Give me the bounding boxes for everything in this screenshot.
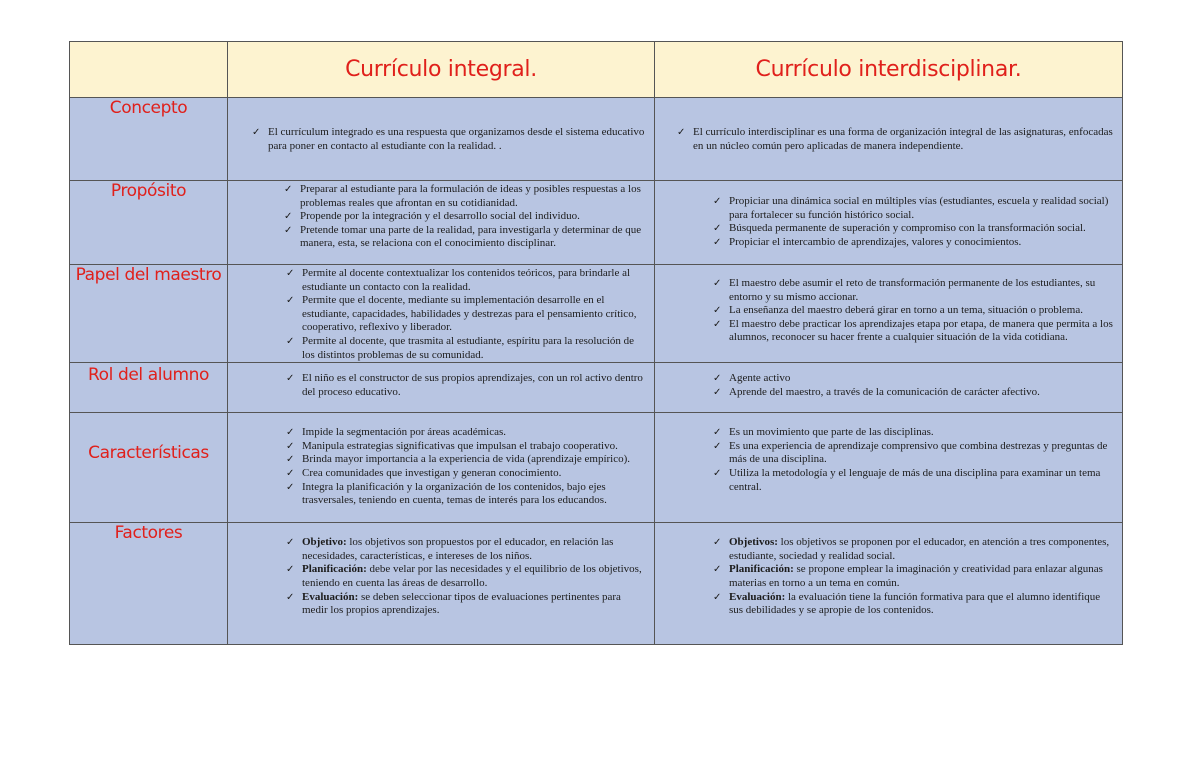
inter-cell	[655, 265, 1123, 363]
table-row	[70, 363, 1123, 413]
list-item: ✓ Búsqueda permanente de superación y compromiso con la transformación social.	[713, 222, 1086, 235]
table-row	[70, 523, 1123, 645]
check-icon: ✓	[713, 386, 722, 398]
list	[711, 426, 1116, 494]
list-item: ✓ Planificación: debe velar por las necesidades y el equilibrio de los objetivos, teniendo en cuenta las áreas de desarrollo.	[286, 563, 642, 589]
check-icon: ✓	[284, 224, 293, 236]
inter-cell	[655, 98, 1123, 181]
list-item: ✓ Evaluación: se deben seleccionar tipos de evaluaciones pertinentes para medir los propios aprendizajes.	[286, 590, 621, 617]
row-label: Rol del alumno	[87, 365, 209, 386]
list	[711, 536, 1116, 618]
table-row	[70, 265, 1123, 363]
header-integral-title: Currículo integral.	[345, 57, 537, 82]
list-item: ✓ Propende por la integración y el desarrollo social del individuo.	[284, 210, 580, 223]
list-item: ✓ Es una experiencia de aprendizaje comprensivo que combina destrezas y preguntas de más de una disciplina.	[713, 439, 1108, 466]
check-icon: ✓	[286, 295, 295, 307]
list-item: ✓ Propiciar una dinámica social en múltiples vías (estudiantes, escuela y realidad social) para fortalecer su función histórico social.	[713, 195, 1109, 221]
list-item: ✓ Planificación: se propone emplear la imaginación y creatividad para enlazar algunas materias en torno a un tema en común.	[713, 563, 1103, 589]
integral-cell	[228, 413, 655, 523]
header-row	[70, 42, 1123, 98]
list-item: ✓ El currículo interdisciplinar es una forma de organización integral de las asignaturas, enfocadas en un núcleo común pero aplicadas de manera independiente.	[677, 126, 1113, 152]
list	[711, 195, 1116, 249]
inter-cell	[655, 413, 1123, 523]
list-item: ✓ El niño es el constructor de sus propios aprendizajes, con un rol activo dentro del proceso educativo.	[286, 372, 643, 398]
check-icon: ✓	[713, 236, 722, 248]
list-item: ✓ Objetivo: los objetivos son propuestos por el educador, en relación las necesidades, características, e intereses de los niños.	[286, 536, 614, 562]
check-icon: ✓	[713, 196, 722, 207]
table-row	[70, 98, 1123, 181]
check-icon: ✓	[286, 537, 295, 549]
integral-cell	[228, 363, 655, 413]
list-item: ✓ El currículum integrado es una respuesta que organizamos desde el sistema educativo para poner en contacto al estudiante con la realidad. .	[252, 126, 645, 152]
list-item: ✓ Permite al docente contextualizar los contenidos teóricos, para brindarle al estudiante un contacto con la realidad.	[286, 267, 631, 293]
list	[282, 183, 648, 251]
list	[250, 126, 646, 153]
check-icon: ✓	[713, 278, 722, 289]
check-icon: ✓	[713, 467, 722, 479]
check-icon: ✓	[284, 184, 293, 195]
list-item: ✓ Preparar al estudiante para la formulación de ideas y posibles respuestas a los problemas reales que afrontan en su cotidianidad.	[284, 183, 641, 209]
list-item: ✓ Pretende tomar una parte de la realidad, para investigarla y determinar de que manera, esta, se relaciona con el conocimiento disciplinar.	[284, 223, 642, 250]
header-interdisciplinar-title: Currículo interdisciplinar.	[755, 57, 1022, 82]
check-icon: ✓	[677, 127, 686, 138]
row-label: Concepto	[109, 98, 188, 118]
check-icon: ✓	[286, 373, 295, 385]
inter-cell	[655, 363, 1123, 413]
integral-cell	[228, 265, 655, 363]
check-icon: ✓	[286, 268, 295, 279]
check-icon: ✓	[713, 427, 722, 439]
row-label: Características	[88, 443, 209, 464]
table-row	[70, 181, 1123, 265]
integral-cell	[228, 98, 655, 181]
list	[284, 536, 648, 618]
list	[284, 372, 648, 399]
integral-cell	[228, 523, 655, 645]
list-item: ✓ Objetivos: los objetivos se proponen por el educador, en atención a tres componentes, estudiante, sociedad y realidad social.	[713, 536, 1110, 562]
check-icon: ✓	[713, 440, 722, 452]
list-item: ✓ Brinda mayor importancia a la experiencia de vida (aprendizaje empírico).	[286, 453, 631, 466]
inter-cell	[655, 523, 1123, 645]
list	[675, 126, 1114, 153]
row-label-cell	[70, 363, 228, 413]
list-item: ✓ Integra la planificación y la organización de los contenidos, bajo ejes trasversales, teniendo en cuenta, temas de interés para los educandos.	[286, 480, 607, 507]
check-icon: ✓	[713, 591, 722, 603]
list-item: ✓ El maestro debe asumir el reto de transformación permanente de los estudiantes, su entorno y su mismo accionar.	[713, 277, 1096, 303]
header-interdisciplinar	[655, 42, 1123, 98]
check-icon: ✓	[252, 127, 261, 138]
row-label-cell	[70, 265, 228, 363]
list-item: ✓ Impide la segmentación por áreas académicas.	[286, 426, 507, 439]
check-icon: ✓	[286, 481, 295, 493]
row-label: Factores	[114, 523, 183, 544]
list	[284, 267, 648, 362]
check-icon: ✓	[286, 440, 295, 452]
list-item: ✓ El maestro debe practicar los aprendizajes etapa por etapa, de manera que permita a los alumnos, reconocer su hacer frente a cualquier situación de la vida cotidiana.	[713, 317, 1113, 344]
header-integral	[228, 42, 655, 98]
row-label: Papel del maestro	[75, 265, 222, 285]
row-label-cell	[70, 523, 228, 645]
check-icon: ✓	[286, 335, 295, 347]
list	[711, 277, 1116, 345]
list-item: ✓ Agente activo	[713, 372, 791, 385]
integral-cell	[228, 181, 655, 265]
corner-cell	[70, 42, 228, 98]
list-item: ✓ Propiciar el intercambio de aprendizajes, valores y conocimientos.	[713, 235, 1022, 248]
check-icon: ✓	[713, 564, 722, 576]
check-icon: ✓	[286, 427, 295, 439]
check-icon: ✓	[286, 454, 295, 466]
list-item: ✓ Evaluación: la evaluación tiene la función formativa para que el alumno identifique sus debilidades y se apropie de los contenidos.	[713, 590, 1101, 617]
list-item: ✓ Manipula estrategias significativas que impulsan el trabajo cooperativo.	[286, 439, 618, 452]
list-item: ✓ Utiliza la metodología y el lenguaje de más de una disciplina para examinar un tema central.	[713, 466, 1101, 493]
check-icon: ✓	[713, 537, 722, 549]
list	[711, 372, 1116, 399]
check-icon: ✓	[713, 318, 722, 330]
row-label-cell	[70, 98, 228, 181]
list-item: ✓ Permite que el docente, mediante su implementación desarrolle en el estudiante, capacidades, habilidades y destrezas para el pensamiento crítico, cooperativo, reflexivo y liberador.	[286, 294, 637, 334]
list-item: ✓ Es un movimiento que parte de las disciplinas.	[713, 426, 934, 439]
check-icon: ✓	[713, 223, 722, 235]
row-label: Propósito	[110, 181, 187, 201]
row-label-cell	[70, 181, 228, 265]
list-item: ✓ Permite al docente, que trasmita al estudiante, espíritu para la resolución de los distintos problemas de su comunidad.	[286, 334, 635, 361]
list-item: ✓ La enseñanza del maestro deberá girar en torno a un tema, situación o problema.	[713, 304, 1083, 317]
check-icon: ✓	[284, 211, 293, 223]
comparison-table	[69, 41, 1123, 645]
check-icon: ✓	[286, 467, 295, 479]
row-label-cell	[70, 413, 228, 523]
table-row	[70, 413, 1123, 523]
check-icon: ✓	[713, 305, 722, 317]
inter-cell	[655, 181, 1123, 265]
list	[284, 426, 648, 508]
check-icon: ✓	[713, 373, 722, 385]
list-item: ✓ Crea comunidades que investigan y generan conocimiento.	[286, 466, 562, 479]
list-item: ✓ Aprende del maestro, a través de la comunicación de carácter afectivo.	[713, 385, 1040, 398]
check-icon: ✓	[286, 564, 295, 576]
check-icon: ✓	[286, 591, 295, 603]
